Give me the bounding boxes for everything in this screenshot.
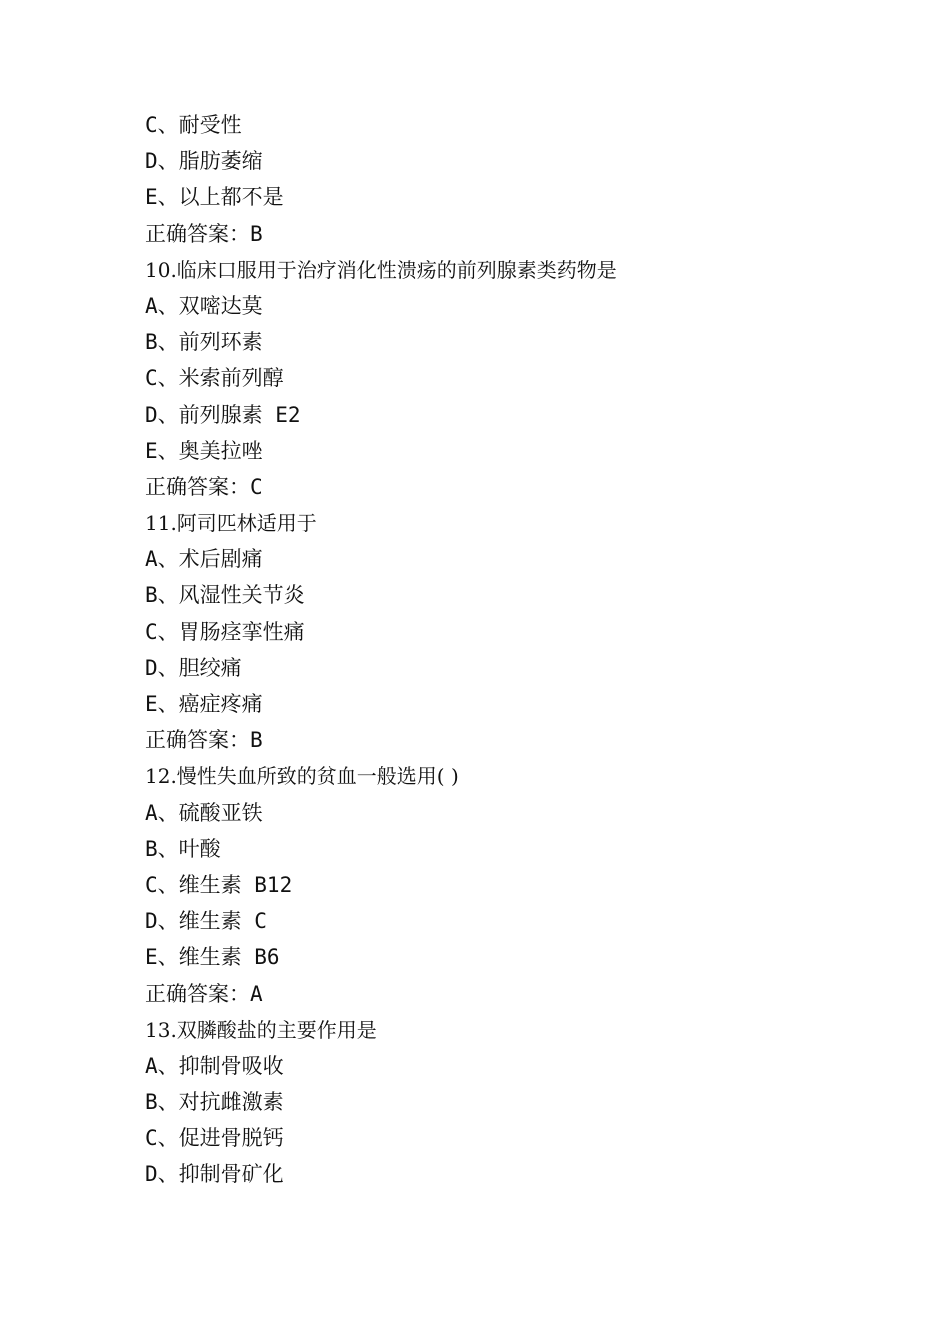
option-line: A、双嘧达莫 <box>145 293 263 318</box>
question-line: 12.慢性失血所致的贫血一般选用( ) <box>145 764 459 789</box>
option-line: D、维生素 C <box>145 909 267 934</box>
answer-line: 正确答案：B <box>145 221 263 246</box>
option-line: A、硫酸亚铁 <box>145 800 263 825</box>
option-line: C、促进骨脱钙 <box>145 1126 284 1151</box>
option-line: A、抑制骨吸收 <box>145 1053 284 1078</box>
answer-line: 正确答案：A <box>145 981 263 1006</box>
option-line: B、对抗雌激素 <box>145 1090 284 1115</box>
option-line: C、胃肠痉挛性痛 <box>145 619 305 644</box>
question-line: 11.阿司匹林适用于 <box>145 511 317 536</box>
option-line: B、叶酸 <box>145 836 221 861</box>
option-line: D、脂肪萎缩 <box>145 149 263 174</box>
option-line: C、米索前列醇 <box>145 366 284 391</box>
option-line: A、术后剧痛 <box>145 547 263 572</box>
option-line: B、前列环素 <box>145 330 263 355</box>
option-line: C、维生素 B12 <box>145 872 293 897</box>
option-line: C、耐受性 <box>145 113 242 137</box>
option-line: B、风湿性关节炎 <box>145 583 305 608</box>
question-line: 10.临床口服用于治疗消化性溃疡的前列腺素类药物是 <box>145 257 617 282</box>
question-line: 13.双膦酸盐的主要作用是 <box>145 1017 377 1042</box>
answer-line: 正确答案：C <box>145 474 263 499</box>
option-line: D、前列腺素 E2 <box>145 402 301 427</box>
option-line: E、以上都不是 <box>145 185 284 210</box>
option-line: E、维生素 B6 <box>145 945 280 970</box>
option-line: E、癌症疼痛 <box>145 692 263 716</box>
document-content <box>145 107 905 1193</box>
option-line: E、奥美拉唑 <box>145 438 263 463</box>
answer-line: 正确答案：B <box>145 728 263 753</box>
option-line: D、胆绞痛 <box>145 655 242 680</box>
option-line: D、抑制骨矿化 <box>145 1162 284 1187</box>
